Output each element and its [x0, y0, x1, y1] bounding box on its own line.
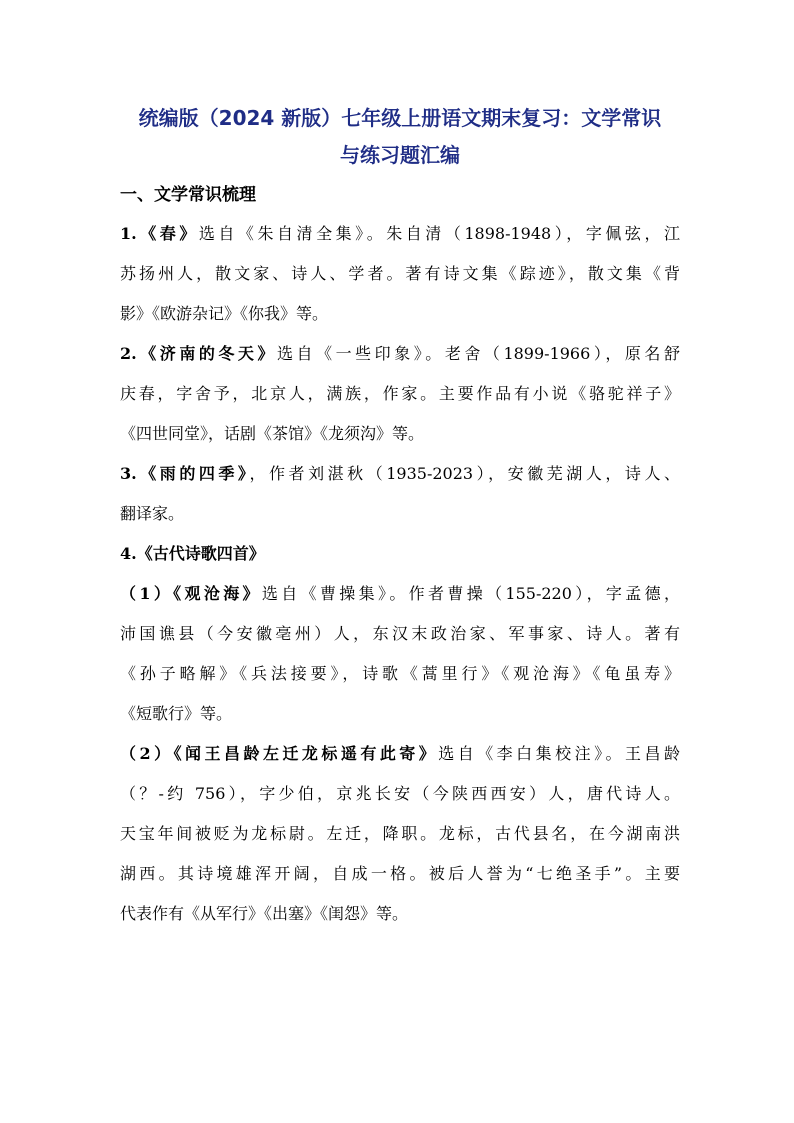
section-heading-literary-knowledge: 一、文学常识梳理: [120, 185, 256, 205]
item-text: 选自《李白集校注》。王昌龄: [438, 744, 680, 763]
item-jinan-winter: [120, 334, 680, 454]
item-chun: [120, 214, 680, 334]
item-text: 选自《一些印象》。老舍（1899-1966），原名舒: [277, 344, 680, 363]
item-title: 4.《古代诗歌四首》: [120, 544, 265, 563]
item-line: [120, 214, 680, 254]
item-title: （2）《闻王昌龄左迁龙标遥有此寄》: [120, 744, 439, 763]
item-line: 翻译家。: [120, 504, 185, 523]
item-text: 选自《曹操集》。作者曹操（155-220），字孟德，: [261, 584, 680, 603]
item-line: 《孙子略解》《兵法接要》，诗歌《蒿里行》《观沧海》《龟虽寿》: [120, 664, 680, 683]
item-line: 《短歌行》等。: [120, 704, 233, 723]
item-line: 湖西。其诗境雄浑开阔，自成一格。被后人誉为“七绝圣手”。主要: [120, 864, 680, 883]
item-title: （1）《观沧海》: [120, 584, 262, 603]
item-title: 1.《春》: [120, 224, 199, 243]
item-line: 代表作有《从军行》《出塞》《闺怨》等。: [120, 904, 409, 923]
title-line-1: 统编版（2024 新版）七年级上册语文期末复习：文学常识: [138, 106, 662, 130]
item-guan-cang-hai: [120, 574, 680, 734]
item-line: 《四世同堂》，话剧《茶馆》《龙须沟》等。: [120, 424, 425, 443]
item-title: 2.《济南的冬天》: [120, 344, 277, 363]
item-line: [120, 334, 680, 374]
item-text: ，作者刘湛秋（1935-2023），安徽芜湖人，诗人、: [249, 464, 680, 483]
item-line: [120, 454, 680, 494]
item-line: 天宝年间被贬为龙标尉。左迁，降职。龙标，古代县名，在今湖南洪: [120, 824, 680, 843]
document-page: [120, 100, 680, 934]
title-line-2: 与练习题汇编: [340, 143, 460, 167]
item-text: 选自《朱自清全集》。朱自清（1898-1948），字佩弦，江: [198, 224, 680, 243]
item-ancient-poems: [120, 534, 680, 574]
item-line: [120, 574, 680, 614]
item-line: 影》《欧游杂记》《你我》等。: [120, 304, 329, 323]
item-title: 3.《雨的四季》: [120, 464, 250, 483]
document-title: [120, 100, 680, 174]
item-line: 苏扬州人，散文家、诗人、学者。著有诗文集《踪迹》，散文集《背: [120, 264, 680, 283]
item-line: 庆春，字舍予，北京人，满族，作家。主要作品有小说《骆驼祥子》: [120, 384, 680, 403]
item-line: [120, 534, 680, 574]
item-line: [120, 734, 680, 774]
item-rain-four-seasons: [120, 454, 680, 534]
item-line: 沛国谯县（今安徽亳州）人，东汉末政治家、军事家、诗人。著有: [120, 624, 680, 643]
item-line: （？-约 756），字少伯，京兆长安（今陕西西安）人，唐代诗人。: [120, 784, 680, 803]
item-wen-wang-changling: [120, 734, 680, 934]
